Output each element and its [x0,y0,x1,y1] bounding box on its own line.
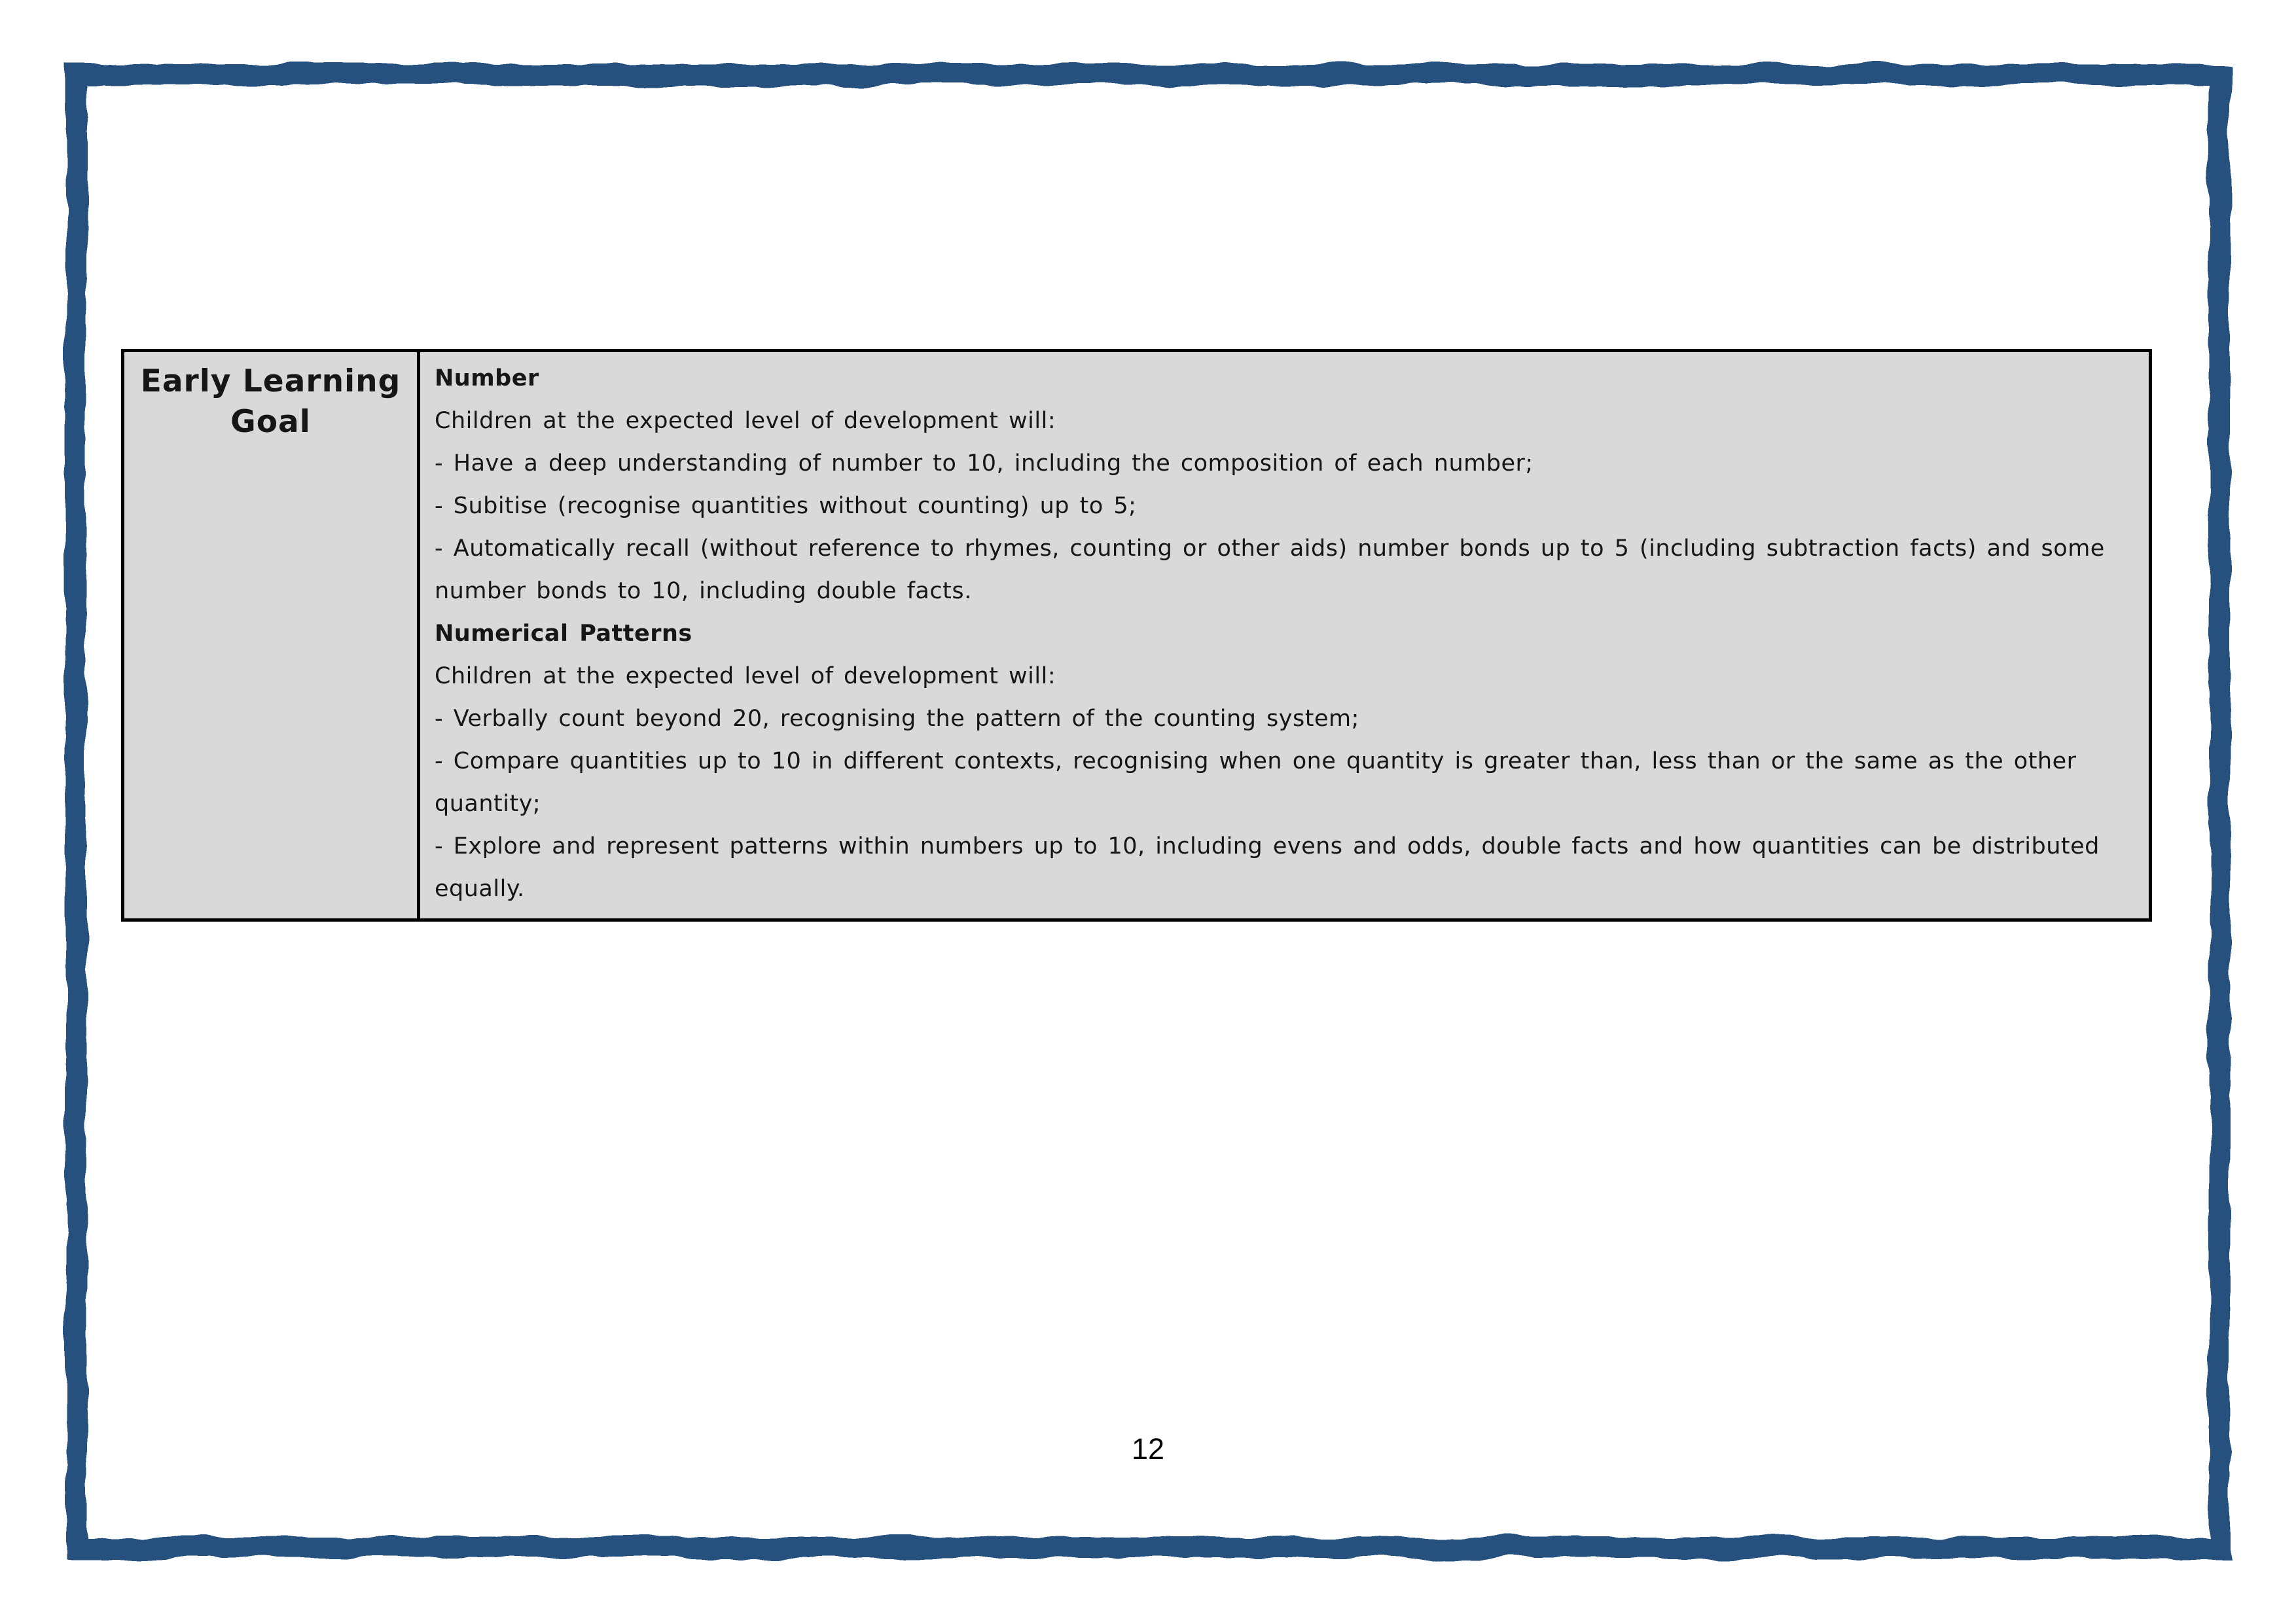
elg-paragraph: Children at the expected level of development will: [435,408,1056,434]
elg-header-cell [124,352,420,918]
elg-header-line: Goal [230,404,311,440]
elg-paragraph: - Automatically recall (without reference to rhymes, counting or other aids) number bonds up to 5 (including subtraction facts) and some number bonds to 10, including double facts. [435,535,2105,604]
elg-paragraph: - Compare quantities up to 10 in different contexts, recognising when one quantity is greater than, less than or the same as the other quantity; [435,748,2077,817]
elg-header-line: Early Learning [140,363,401,399]
elg-paragraph: - Verbally count beyond 20, recognising the pattern of the counting system; [435,706,1359,732]
elg-paragraph: - Have a deep understanding of number to 10, including the composition of each number; [435,450,1534,477]
elg-paragraph: - Subitise (recognise quantities without counting) up to 5; [435,493,1137,519]
elg-paragraph: - Explore and represent patterns within numbers up to 10, including evens and odds, double facts and how quantities can be distributed equally. [435,833,2100,902]
elg-content-cell [420,352,2149,918]
elg-table [121,349,2152,922]
elg-paragraph: Children at the expected level of development will: [435,663,1056,689]
elg-paragraph: Numerical Patterns [435,621,692,647]
page-number: 12 [1131,1432,1165,1466]
elg-paragraph: Number [435,365,539,391]
